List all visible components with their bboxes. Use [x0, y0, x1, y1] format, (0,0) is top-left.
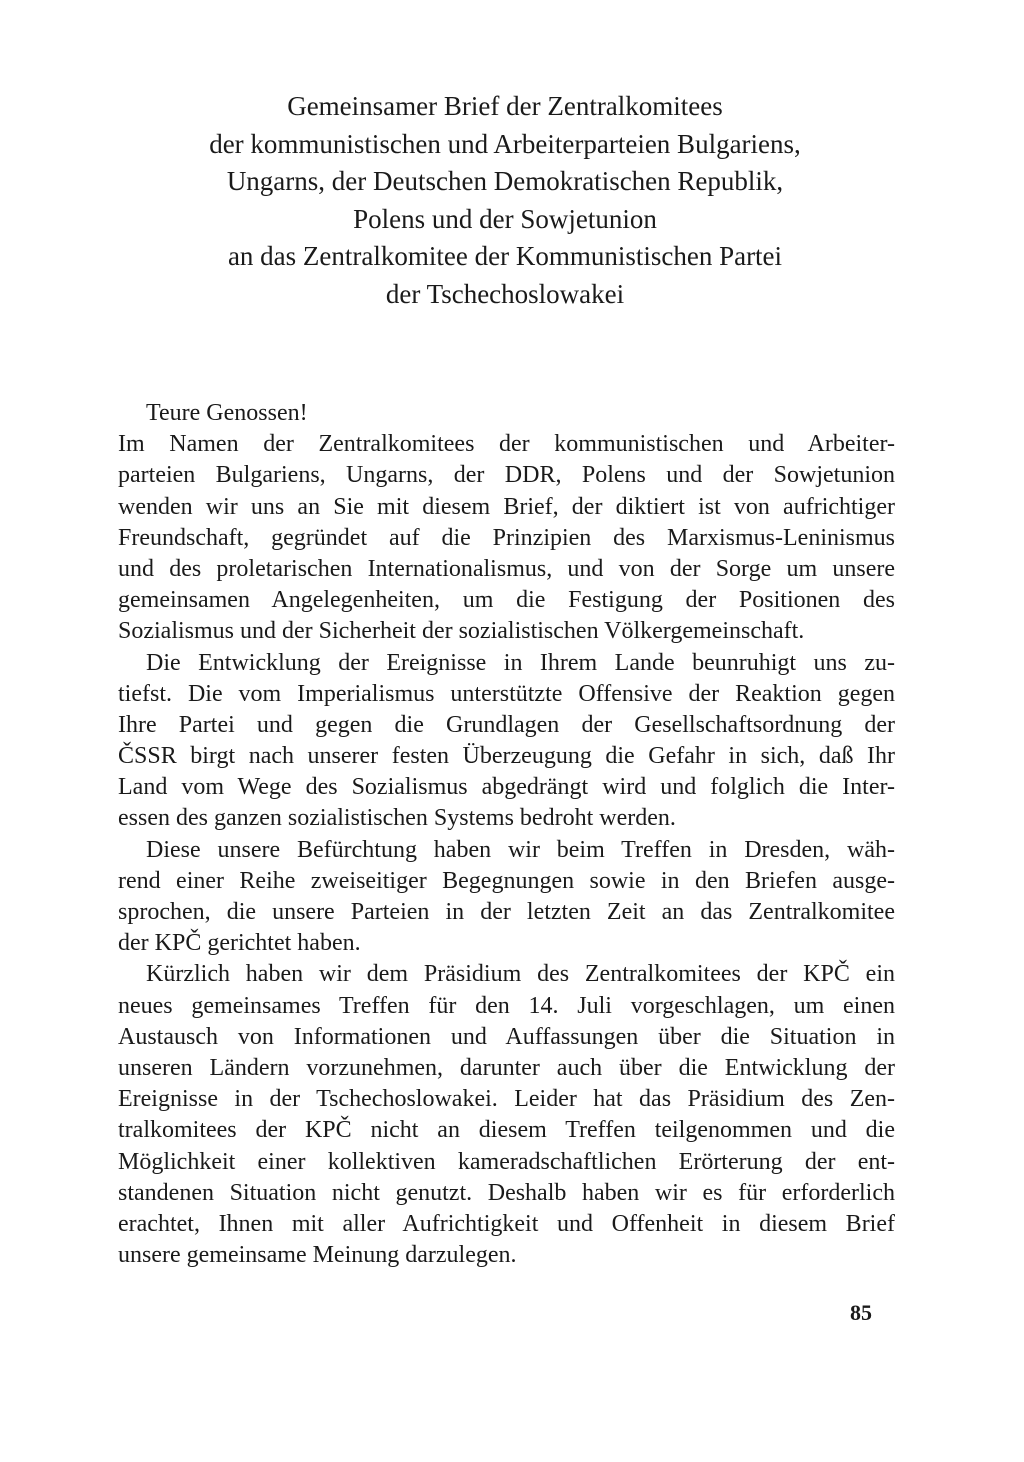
text-line: neues gemeinsames Treffen für den 14. Juli vorgeschlagen, um einen — [118, 992, 895, 1019]
letter-heading — [150, 88, 860, 313]
text-line: Freundschaft, gegründet auf die Prinzipien des Marxismus-Leninismus — [118, 524, 895, 551]
text-line: Im Namen der Zentralkomitees der kommunistischen und Arbeiter- — [118, 431, 895, 458]
salutation: Teure Genossen! — [146, 400, 308, 426]
text-line: essen des ganzen sozialistischen Systems bedroht werden. — [118, 805, 676, 832]
letter-body — [118, 398, 895, 1271]
paragraph-1 — [118, 429, 895, 647]
text-line: parteien Bulgariens, Ungarns, der DDR, Polens und der Sowjetunion — [118, 462, 895, 489]
text-line: Ihre Partei und gegen die Grundlagen der Gesellschaftsordnung der — [118, 711, 895, 738]
heading-line: der Tschechoslowakei — [385, 278, 625, 309]
heading-line: an das Zentralkomitee der Kommunistischen Partei — [227, 241, 783, 271]
text-line: der KPČ gerichtet haben. — [118, 930, 361, 957]
heading-line: der kommunistischen und Arbeiterparteien Bulgariens, — [209, 128, 801, 159]
heading-line: Ungarns, der Deutschen Demokratischen Republik, — [226, 166, 784, 196]
paragraph-4 — [118, 959, 895, 1271]
paragraph-3 — [118, 835, 895, 960]
text-line: tiefst. Die vom Imperialismus unterstützte Offensive der Reaktion gegen — [118, 680, 895, 707]
text-line: Austausch von Informationen und Auffassungen über die Situation in — [118, 1023, 895, 1050]
text-line: Kürzlich haben wir dem Präsidium des Zentralkomitees der KPČ ein — [146, 961, 895, 988]
heading-line: Polens und der Sowjetunion — [353, 203, 657, 234]
text-line: ČSSR birgt nach unserer festen Überzeugung die Gefahr in sich, daß Ihr — [118, 743, 895, 770]
text-line: gemeinsamen Angelegenheiten, um die Festigung der Positionen des — [118, 587, 895, 614]
text-line: rend einer Reihe zweiseitiger Begegnungen sowie in den Briefen ausge- — [118, 867, 895, 894]
text-line: wenden wir uns an Sie mit diesem Brief, der diktiert ist von aufrichtiger — [118, 493, 895, 520]
text-line: standenen Situation nicht genutzt. Deshalb haben wir es für erforderlich — [118, 1179, 895, 1206]
page-number: 85 — [850, 1300, 872, 1325]
text-line: tralkomitees der KPČ nicht an diesem Treffen teilgenommen und die — [118, 1117, 895, 1144]
text-line: sprochen, die unsere Parteien in der letzten Zeit an das Zentralkomitee — [118, 899, 895, 926]
text-line: Sozialismus und der Sicherheit der sozialistischen Völkergemeinschaft. — [118, 618, 805, 645]
text-line: unsere gemeinsame Meinung darzulegen. — [118, 1242, 517, 1269]
text-line: erachtet, Ihnen mit aller Aufrichtigkeit und Offenheit in diesem Brief — [118, 1210, 895, 1237]
text-line: Ereignisse in der Tschechoslowakei. Leider hat das Präsidium des Zen- — [118, 1086, 895, 1113]
text-line: Land vom Wege des Sozialismus abgedrängt wird und folglich die Inter- — [118, 774, 895, 801]
text-line: und des proletarischen Internationalismus, und von der Sorge um unsere — [118, 555, 895, 582]
text-line: Diese unsere Befürchtung haben wir beim Treffen in Dresden, wäh- — [146, 836, 895, 863]
text-line: Die Entwicklung der Ereignisse in Ihrem Lande beunruhigt uns zu- — [146, 649, 895, 676]
text-line: Möglichkeit einer kollektiven kameradschaftlichen Erörterung der ent- — [118, 1148, 895, 1175]
text-line: unseren Ländern vorzunehmen, darunter auch über die Entwicklung der — [118, 1054, 895, 1081]
heading-line: Gemeinsamer Brief der Zentralkomitees — [287, 91, 723, 121]
paragraph-2 — [118, 648, 895, 835]
